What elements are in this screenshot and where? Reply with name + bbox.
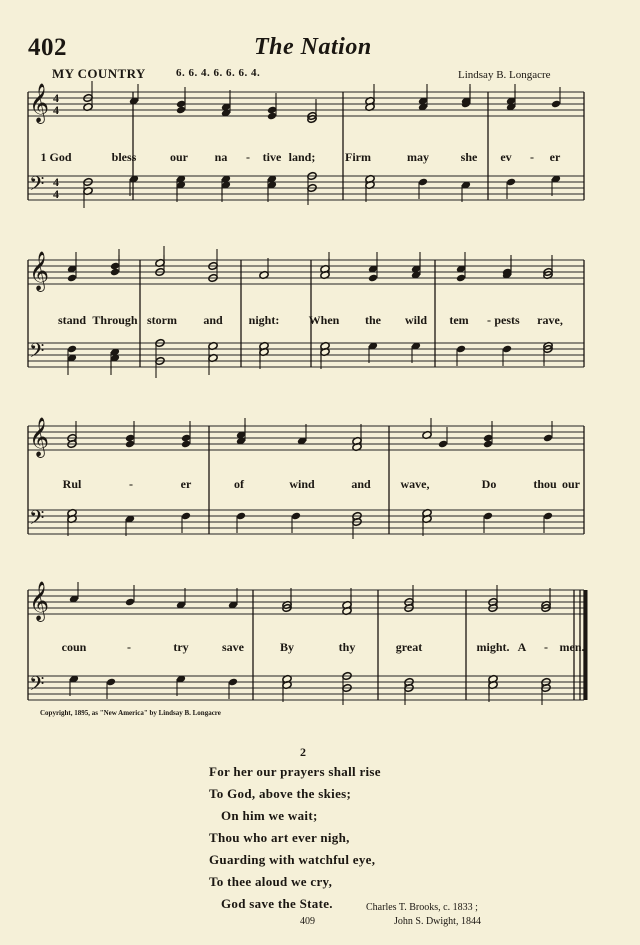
treble-clef-icon: 𝄞 xyxy=(29,581,50,621)
lyric-syllable: Firm xyxy=(345,150,371,164)
lyric-syllable: of xyxy=(234,477,244,491)
lyric-syllable: When xyxy=(308,313,340,327)
lyric-syllable: try xyxy=(173,640,189,654)
lyric-syllable: and xyxy=(203,313,223,327)
lyric-syllable: and xyxy=(351,477,371,491)
stanza-line: To thee aloud we cry, xyxy=(209,874,333,889)
lyric-syllable: er xyxy=(180,477,192,491)
lyric-syllable: - xyxy=(544,640,548,654)
stanza-number: 2 xyxy=(300,745,306,759)
bass-clef-icon: 𝄢 xyxy=(29,672,45,700)
page-number: 409 xyxy=(300,916,315,927)
lyric-syllable: thou xyxy=(533,477,557,491)
author-credit: John S. Dwight, 1844 xyxy=(394,916,481,927)
lyric-syllable: our xyxy=(170,150,188,164)
lyric-syllable: er xyxy=(549,150,561,164)
meter: 6. 6. 4. 6. 6. 6. 4. xyxy=(176,67,261,79)
time-signature-numerator: 4 xyxy=(53,91,59,105)
stanza-line: For her our prayers shall rise xyxy=(209,764,381,779)
lyric-syllable: she xyxy=(460,150,478,164)
lyric-syllable: our xyxy=(562,477,580,491)
section-title: The Nation xyxy=(254,34,372,60)
copyright-notice: Copyright, 1895, as "New America" by Lindsay B. Longacre xyxy=(40,709,221,717)
time-signature-denominator: 4 xyxy=(53,187,59,201)
lyric-syllable: wind xyxy=(289,477,315,491)
lyric-syllable: thy xyxy=(338,640,356,654)
lyric-syllable: - xyxy=(246,150,250,164)
stanza-line: On him we wait; xyxy=(221,808,318,823)
lyric-syllable: coun xyxy=(61,640,87,654)
lyric-syllable: stand xyxy=(57,313,87,327)
lyric-syllable: Through xyxy=(92,313,138,327)
lyric-syllable: ev xyxy=(500,150,512,164)
bass-clef-icon: 𝄢 xyxy=(29,172,45,200)
lyric-syllable: - xyxy=(129,477,133,491)
lyric-syllable: night: xyxy=(248,313,280,327)
lyric-syllable: save xyxy=(222,640,244,654)
treble-clef-icon: 𝄞 xyxy=(29,83,50,123)
lyric-syllable: 1 God xyxy=(40,150,72,164)
time-signature-denominator: 4 xyxy=(53,103,59,117)
lyric-syllable: pests xyxy=(494,313,520,327)
time-signature-numerator: 4 xyxy=(53,175,59,189)
lyric-syllable: wave, xyxy=(400,477,430,491)
lyric-syllable: might. xyxy=(476,640,510,654)
treble-clef-icon: 𝄞 xyxy=(29,417,50,457)
tune-name: MY COUNTRY xyxy=(52,66,146,81)
lyric-syllable: land; xyxy=(288,150,316,164)
author-credit: Charles T. Brooks, c. 1833 ; xyxy=(366,902,478,913)
lyric-syllable: - xyxy=(530,150,534,164)
treble-clef-icon: 𝄞 xyxy=(29,251,50,291)
stanza-line: God save the State. xyxy=(221,896,333,911)
lyric-syllable: storm xyxy=(147,313,177,327)
lyric-syllable: great xyxy=(395,640,423,654)
hymn-number: 402 xyxy=(28,34,67,61)
lyric-syllable: Do xyxy=(481,477,497,491)
lyric-syllable: Rul xyxy=(62,477,82,491)
stanza-line: Thou who art ever nigh, xyxy=(209,830,350,845)
stanza-line: Guarding with watchful eye, xyxy=(209,852,376,867)
lyric-syllable: na xyxy=(214,150,228,164)
lyric-syllable: By xyxy=(279,640,295,654)
composer-credit: Lindsay B. Longacre xyxy=(458,69,551,81)
lyric-syllable: rave, xyxy=(537,313,563,327)
lyric-syllable: - xyxy=(487,313,491,327)
bass-clef-icon: 𝄢 xyxy=(29,339,45,367)
lyric-syllable: bless xyxy=(111,150,137,164)
bass-clef-icon: 𝄢 xyxy=(29,506,45,534)
lyric-syllable: the xyxy=(365,313,381,327)
lyric-syllable: tem xyxy=(449,313,469,327)
lyric-syllable: A xyxy=(517,640,527,654)
lyric-syllable: wild xyxy=(404,313,428,327)
lyric-syllable: tive xyxy=(262,150,282,164)
lyric-syllable: may xyxy=(407,150,429,164)
lyric-syllable: - xyxy=(127,640,131,654)
stanza-line: To God, above the skies; xyxy=(209,786,352,801)
lyric-syllable: men. xyxy=(559,640,585,654)
